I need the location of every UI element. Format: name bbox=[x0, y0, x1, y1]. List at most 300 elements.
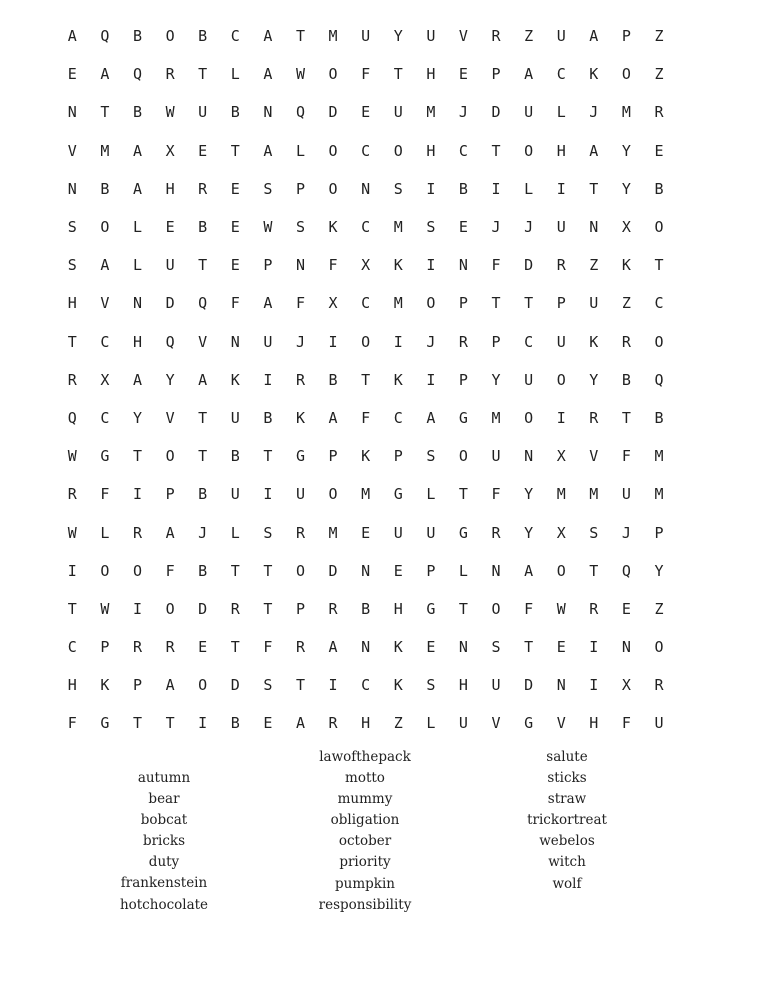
grid-letter: R bbox=[67, 485, 77, 504]
grid-letter: T bbox=[458, 599, 468, 618]
word-list-item: bricks bbox=[142, 833, 186, 850]
grid-letter: F bbox=[524, 599, 534, 618]
grid-letter: A bbox=[67, 27, 77, 46]
word-list-item: october bbox=[338, 833, 392, 850]
grid-letter: N bbox=[458, 256, 468, 275]
grid-letter: B bbox=[100, 179, 110, 198]
grid-letter: W bbox=[165, 103, 175, 122]
grid-letter: A bbox=[295, 714, 305, 733]
grid-letter: S bbox=[67, 218, 77, 237]
grid-letter: P bbox=[458, 370, 468, 389]
grid-letter: Y bbox=[165, 370, 175, 389]
grid-letter: W bbox=[556, 599, 566, 618]
grid-letter: T bbox=[132, 447, 142, 466]
grid-letter: J bbox=[198, 523, 208, 542]
grid-letter: M bbox=[654, 485, 664, 504]
grid-letter: D bbox=[230, 676, 240, 695]
grid-letter: A bbox=[100, 256, 110, 275]
grid-letter: Z bbox=[654, 599, 664, 618]
grid-letter: C bbox=[100, 408, 110, 427]
grid-row bbox=[56, 513, 676, 551]
grid-letter: V bbox=[165, 408, 175, 427]
grid-letter: V bbox=[556, 714, 566, 733]
grid-letter: I bbox=[589, 676, 599, 695]
grid-letter: O bbox=[654, 218, 664, 237]
grid-letter: C bbox=[361, 676, 371, 695]
grid-letter: E bbox=[361, 523, 371, 542]
grid-letter: U bbox=[556, 218, 566, 237]
grid-letter: E bbox=[230, 218, 240, 237]
grid-letter: T bbox=[132, 714, 142, 733]
grid-letter: O bbox=[328, 141, 338, 160]
word-list-item: bobcat bbox=[140, 812, 188, 829]
grid-letter: X bbox=[361, 256, 371, 275]
grid-letter: N bbox=[589, 218, 599, 237]
grid-letter: R bbox=[165, 65, 175, 84]
grid-letter: S bbox=[491, 638, 501, 657]
grid-row bbox=[56, 399, 676, 437]
grid-letter: F bbox=[361, 408, 371, 427]
grid-letter: A bbox=[524, 65, 534, 84]
grid-letter: R bbox=[654, 103, 664, 122]
grid-letter: N bbox=[67, 103, 77, 122]
grid-letter: I bbox=[263, 485, 273, 504]
grid-letter: Z bbox=[393, 714, 403, 733]
grid-letter: U bbox=[263, 332, 273, 351]
grid-letter: T bbox=[654, 256, 664, 275]
grid-letter: H bbox=[361, 714, 371, 733]
grid-letter: O bbox=[556, 370, 566, 389]
grid-letter: Z bbox=[589, 256, 599, 275]
grid-letter: N bbox=[230, 332, 240, 351]
grid-letter: R bbox=[491, 27, 501, 46]
grid-letter: A bbox=[165, 676, 175, 695]
grid-letter: Y bbox=[589, 370, 599, 389]
grid-letter: G bbox=[458, 523, 468, 542]
grid-letter: T bbox=[263, 447, 273, 466]
grid-letter: Q bbox=[132, 65, 142, 84]
grid-letter: T bbox=[198, 447, 208, 466]
grid-letter: D bbox=[328, 561, 338, 580]
grid-letter: B bbox=[132, 103, 142, 122]
grid-letter: T bbox=[524, 294, 534, 313]
grid-letter: B bbox=[198, 27, 208, 46]
grid-letter: B bbox=[198, 485, 208, 504]
grid-letter: K bbox=[361, 447, 371, 466]
grid-letter: B bbox=[621, 370, 631, 389]
grid-letter: A bbox=[328, 638, 338, 657]
grid-row bbox=[56, 93, 676, 131]
grid-letter: I bbox=[328, 676, 338, 695]
grid-letter: T bbox=[589, 179, 599, 198]
grid-letter: U bbox=[621, 485, 631, 504]
grid-row bbox=[56, 17, 676, 55]
grid-letter: C bbox=[393, 408, 403, 427]
grid-letter: I bbox=[491, 179, 501, 198]
grid-letter: E bbox=[621, 599, 631, 618]
grid-letter: N bbox=[263, 103, 273, 122]
grid-letter: M bbox=[621, 103, 631, 122]
grid-letter: T bbox=[295, 676, 305, 695]
word-list-item: bear bbox=[148, 791, 180, 808]
grid-letter: U bbox=[491, 676, 501, 695]
grid-letter: B bbox=[654, 408, 664, 427]
grid-letter: B bbox=[230, 714, 240, 733]
grid-letter: A bbox=[263, 27, 273, 46]
grid-letter: T bbox=[100, 103, 110, 122]
grid-letter: K bbox=[295, 408, 305, 427]
grid-row bbox=[56, 704, 676, 742]
grid-letter: T bbox=[393, 65, 403, 84]
grid-letter: R bbox=[230, 599, 240, 618]
grid-letter: E bbox=[654, 141, 664, 160]
grid-letter: F bbox=[100, 485, 110, 504]
grid-letter: O bbox=[491, 599, 501, 618]
grid-letter: R bbox=[589, 599, 599, 618]
grid-row bbox=[56, 628, 676, 666]
grid-letter: B bbox=[263, 408, 273, 427]
grid-letter: G bbox=[100, 714, 110, 733]
grid-letter: J bbox=[426, 332, 436, 351]
grid-letter: F bbox=[165, 561, 175, 580]
grid-letter: G bbox=[393, 485, 403, 504]
grid-letter: M bbox=[393, 294, 403, 313]
grid-letter: A bbox=[132, 141, 142, 160]
grid-letter: I bbox=[132, 599, 142, 618]
grid-row bbox=[56, 208, 676, 246]
grid-letter: D bbox=[165, 294, 175, 313]
grid-letter: V bbox=[100, 294, 110, 313]
grid-letter: R bbox=[295, 370, 305, 389]
grid-letter: Z bbox=[654, 27, 664, 46]
grid-letter: N bbox=[361, 179, 371, 198]
grid-letter: A bbox=[100, 65, 110, 84]
grid-letter: F bbox=[230, 294, 240, 313]
grid-letter: E bbox=[67, 65, 77, 84]
word-list-item: hotchocolate bbox=[119, 896, 209, 913]
grid-letter: P bbox=[132, 676, 142, 695]
grid-letter: B bbox=[230, 447, 240, 466]
grid-letter: Z bbox=[524, 27, 534, 46]
grid-letter: L bbox=[230, 523, 240, 542]
grid-letter: F bbox=[295, 294, 305, 313]
grid-letter: Q bbox=[67, 408, 77, 427]
grid-letter: O bbox=[328, 179, 338, 198]
grid-letter: X bbox=[100, 370, 110, 389]
grid-letter: I bbox=[556, 179, 566, 198]
grid-letter: U bbox=[524, 103, 534, 122]
grid-letter: O bbox=[458, 447, 468, 466]
grid-letter: L bbox=[426, 485, 436, 504]
grid-letter: A bbox=[263, 141, 273, 160]
grid-letter: O bbox=[165, 27, 175, 46]
grid-letter: E bbox=[458, 65, 468, 84]
grid-letter: C bbox=[654, 294, 664, 313]
grid-letter: C bbox=[67, 638, 77, 657]
grid-letter: O bbox=[654, 332, 664, 351]
grid-letter: U bbox=[654, 714, 664, 733]
grid-letter: S bbox=[295, 218, 305, 237]
grid-letter: P bbox=[328, 447, 338, 466]
grid-letter: D bbox=[524, 676, 534, 695]
grid-letter: J bbox=[295, 332, 305, 351]
word-list-item: salute bbox=[546, 749, 588, 765]
grid-letter: S bbox=[67, 256, 77, 275]
grid-letter: P bbox=[295, 179, 305, 198]
grid-letter: X bbox=[556, 523, 566, 542]
grid-letter: O bbox=[524, 141, 534, 160]
grid-letter: W bbox=[263, 218, 273, 237]
grid-letter: F bbox=[67, 714, 77, 733]
grid-letter: I bbox=[589, 638, 599, 657]
grid-letter: O bbox=[100, 561, 110, 580]
grid-letter: T bbox=[295, 27, 305, 46]
word-list-column-1 bbox=[54, 768, 274, 916]
grid-letter: M bbox=[328, 523, 338, 542]
grid-letter: R bbox=[198, 179, 208, 198]
grid-letter: S bbox=[426, 218, 436, 237]
grid-letter: A bbox=[132, 370, 142, 389]
grid-letter: N bbox=[556, 676, 566, 695]
word-list-item: trickortreat bbox=[527, 812, 607, 829]
grid-letter: O bbox=[524, 408, 534, 427]
grid-letter: L bbox=[230, 65, 240, 84]
grid-letter: H bbox=[67, 676, 77, 695]
grid-letter: W bbox=[295, 65, 305, 84]
grid-letter: V bbox=[589, 447, 599, 466]
grid-letter: H bbox=[426, 141, 436, 160]
grid-letter: C bbox=[361, 141, 371, 160]
grid-letter: K bbox=[393, 638, 403, 657]
grid-letter: P bbox=[491, 65, 501, 84]
grid-letter: C bbox=[361, 218, 371, 237]
word-list-item: responsibility bbox=[318, 896, 412, 913]
grid-letter: P bbox=[100, 638, 110, 657]
grid-letter: Y bbox=[393, 27, 403, 46]
grid-letter: Q bbox=[165, 332, 175, 351]
word-list-column-2 bbox=[255, 747, 475, 916]
grid-letter: Q bbox=[198, 294, 208, 313]
grid-letter: J bbox=[491, 218, 501, 237]
grid-letter: R bbox=[67, 370, 77, 389]
grid-letter: R bbox=[328, 599, 338, 618]
grid-letter: C bbox=[458, 141, 468, 160]
grid-letter: L bbox=[426, 714, 436, 733]
grid-letter: R bbox=[589, 408, 599, 427]
grid-row bbox=[56, 666, 676, 704]
grid-letter: Y bbox=[491, 370, 501, 389]
grid-letter: Y bbox=[524, 523, 534, 542]
grid-letter: G bbox=[100, 447, 110, 466]
grid-letter: M bbox=[361, 485, 371, 504]
grid-letter: Y bbox=[621, 141, 631, 160]
grid-letter: G bbox=[426, 599, 436, 618]
grid-letter: S bbox=[393, 179, 403, 198]
grid-letter: C bbox=[361, 294, 371, 313]
grid-letter: I bbox=[263, 370, 273, 389]
grid-letter: I bbox=[556, 408, 566, 427]
grid-letter: W bbox=[67, 523, 77, 542]
grid-letter: O bbox=[165, 447, 175, 466]
grid-letter: B bbox=[198, 561, 208, 580]
grid-letter: V bbox=[67, 141, 77, 160]
grid-letter: H bbox=[458, 676, 468, 695]
grid-letter: B bbox=[458, 179, 468, 198]
grid-letter: U bbox=[589, 294, 599, 313]
grid-letter: K bbox=[621, 256, 631, 275]
grid-letter: Q bbox=[654, 370, 664, 389]
grid-letter: K bbox=[393, 676, 403, 695]
grid-letter: I bbox=[426, 370, 436, 389]
grid-letter: F bbox=[621, 447, 631, 466]
grid-letter: R bbox=[328, 714, 338, 733]
grid-letter: R bbox=[295, 523, 305, 542]
grid-letter: S bbox=[426, 676, 436, 695]
grid-letter: X bbox=[621, 218, 631, 237]
grid-letter: T bbox=[458, 485, 468, 504]
grid-letter: A bbox=[426, 408, 436, 427]
grid-letter: F bbox=[491, 485, 501, 504]
grid-letter: E bbox=[230, 256, 240, 275]
grid-letter: X bbox=[328, 294, 338, 313]
grid-letter: K bbox=[100, 676, 110, 695]
grid-letter: U bbox=[458, 714, 468, 733]
grid-letter: B bbox=[328, 370, 338, 389]
word-list-item: priority bbox=[339, 854, 391, 871]
grid-letter: V bbox=[458, 27, 468, 46]
word-list-item: sticks bbox=[547, 770, 587, 787]
grid-letter: L bbox=[295, 141, 305, 160]
grid-letter: R bbox=[295, 638, 305, 657]
grid-letter: E bbox=[393, 561, 403, 580]
grid-letter: H bbox=[393, 599, 403, 618]
grid-letter: P bbox=[165, 485, 175, 504]
grid-letter: Y bbox=[654, 561, 664, 580]
grid-letter: E bbox=[361, 103, 371, 122]
grid-letter: C bbox=[100, 332, 110, 351]
grid-letter: F bbox=[328, 256, 338, 275]
grid-letter: I bbox=[198, 714, 208, 733]
grid-letter: K bbox=[393, 256, 403, 275]
grid-letter: H bbox=[67, 294, 77, 313]
grid-row bbox=[56, 361, 676, 399]
grid-letter: N bbox=[361, 561, 371, 580]
grid-letter: U bbox=[230, 408, 240, 427]
grid-letter: R bbox=[556, 256, 566, 275]
grid-letter: A bbox=[524, 561, 534, 580]
grid-letter: P bbox=[491, 332, 501, 351]
grid-letter: B bbox=[230, 103, 240, 122]
grid-letter: U bbox=[556, 332, 566, 351]
grid-letter: C bbox=[524, 332, 534, 351]
grid-letter: A bbox=[589, 27, 599, 46]
grid-row bbox=[56, 246, 676, 284]
grid-letter: U bbox=[393, 523, 403, 542]
grid-row bbox=[56, 437, 676, 475]
grid-letter: D bbox=[524, 256, 534, 275]
grid-row bbox=[56, 170, 676, 208]
grid-letter: T bbox=[491, 141, 501, 160]
grid-letter: X bbox=[621, 676, 631, 695]
word-list-item: motto bbox=[345, 770, 385, 787]
grid-letter: I bbox=[426, 256, 436, 275]
grid-letter: T bbox=[263, 599, 273, 618]
word-list-item: wolf bbox=[552, 875, 582, 892]
grid-letter: M bbox=[654, 447, 664, 466]
grid-letter: E bbox=[165, 218, 175, 237]
grid-letter: E bbox=[230, 179, 240, 198]
grid-row bbox=[56, 323, 676, 361]
grid-letter: M bbox=[100, 141, 110, 160]
grid-letter: O bbox=[198, 676, 208, 695]
grid-letter: M bbox=[393, 218, 403, 237]
grid-letter: O bbox=[295, 561, 305, 580]
grid-letter: A bbox=[589, 141, 599, 160]
grid-letter: U bbox=[295, 485, 305, 504]
grid-letter: U bbox=[426, 523, 436, 542]
grid-letter: V bbox=[491, 714, 501, 733]
word-list-item: webelos bbox=[539, 833, 595, 850]
grid-letter: I bbox=[132, 485, 142, 504]
word-list-item: mummy bbox=[337, 791, 393, 808]
grid-letter: Y bbox=[132, 408, 142, 427]
grid-letter: T bbox=[198, 256, 208, 275]
grid-letter: E bbox=[458, 218, 468, 237]
grid-letter: U bbox=[230, 485, 240, 504]
grid-letter: Z bbox=[654, 65, 664, 84]
grid-row bbox=[56, 55, 676, 93]
grid-letter: M bbox=[491, 408, 501, 427]
grid-letter: O bbox=[132, 561, 142, 580]
grid-letter: O bbox=[100, 218, 110, 237]
word-list-item: pumpkin bbox=[335, 875, 395, 892]
grid-letter: A bbox=[328, 408, 338, 427]
grid-row bbox=[56, 590, 676, 628]
grid-letter: T bbox=[230, 638, 240, 657]
grid-letter: N bbox=[621, 638, 631, 657]
grid-letter: A bbox=[263, 294, 273, 313]
grid-letter: O bbox=[328, 485, 338, 504]
letter-grid bbox=[56, 17, 676, 743]
grid-letter: T bbox=[230, 561, 240, 580]
grid-letter: T bbox=[263, 561, 273, 580]
grid-letter: S bbox=[263, 676, 273, 695]
grid-letter: P bbox=[426, 561, 436, 580]
grid-letter: U bbox=[165, 256, 175, 275]
grid-letter: B bbox=[654, 179, 664, 198]
grid-letter: M bbox=[556, 485, 566, 504]
grid-letter: D bbox=[491, 103, 501, 122]
grid-letter: T bbox=[589, 561, 599, 580]
word-list-item: witch bbox=[548, 854, 586, 871]
grid-letter: T bbox=[198, 408, 208, 427]
grid-letter: J bbox=[524, 218, 534, 237]
grid-letter: F bbox=[263, 638, 273, 657]
grid-letter: Y bbox=[524, 485, 534, 504]
grid-letter: L bbox=[458, 561, 468, 580]
grid-letter: T bbox=[230, 141, 240, 160]
word-list-item: autumn bbox=[137, 770, 191, 786]
grid-row bbox=[56, 475, 676, 513]
grid-letter: H bbox=[165, 179, 175, 198]
grid-letter: T bbox=[67, 599, 77, 618]
word-list-item: duty bbox=[148, 854, 180, 871]
grid-letter: Z bbox=[621, 294, 631, 313]
grid-letter: R bbox=[491, 523, 501, 542]
grid-letter: N bbox=[458, 638, 468, 657]
grid-letter: U bbox=[198, 103, 208, 122]
grid-letter: G bbox=[295, 447, 305, 466]
